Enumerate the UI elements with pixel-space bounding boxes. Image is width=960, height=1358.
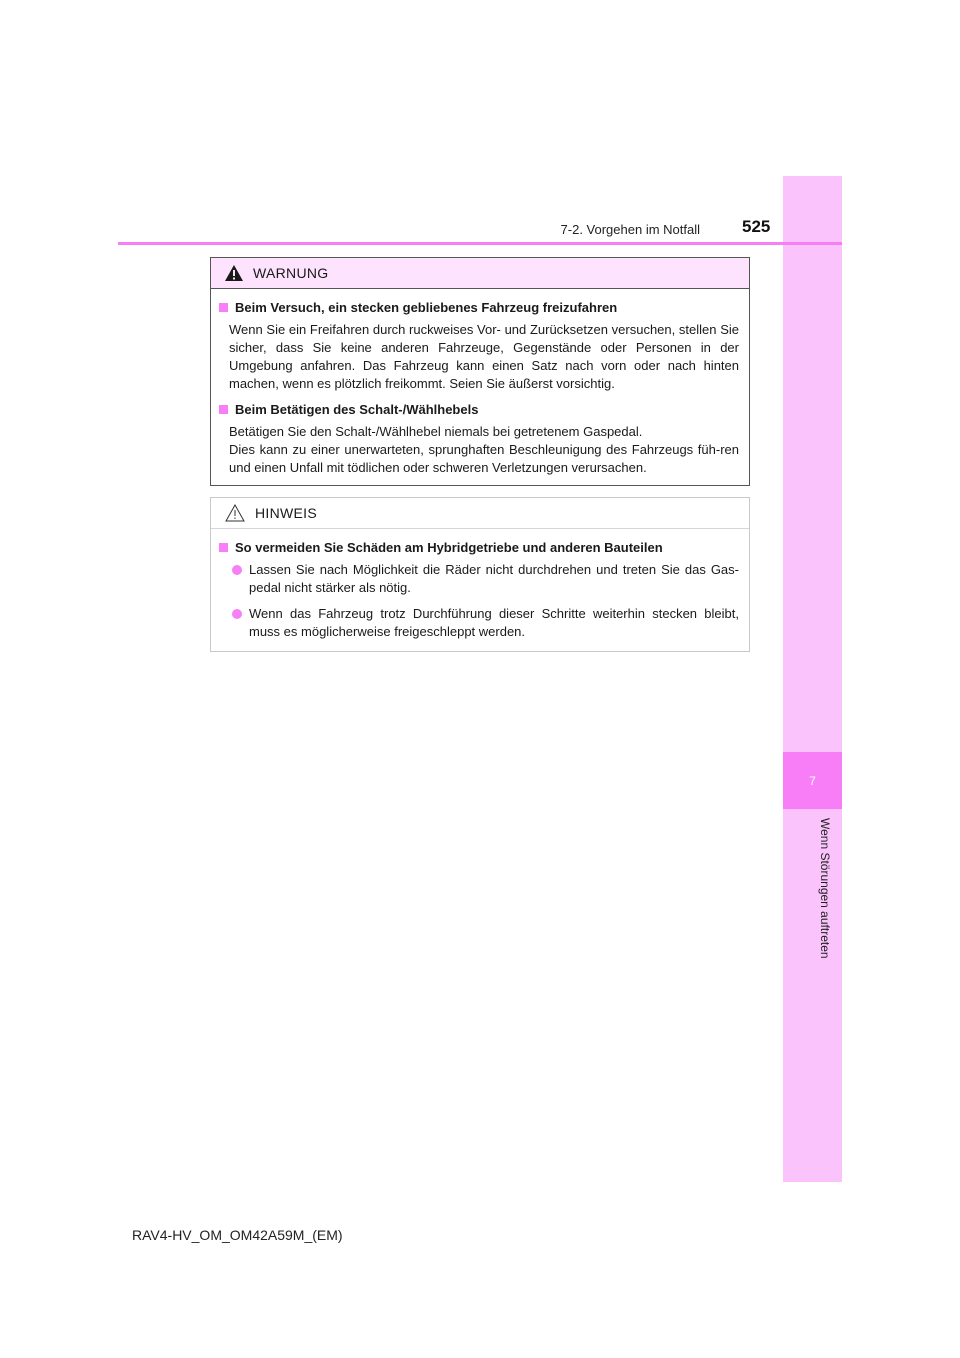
warning-box xyxy=(210,257,750,486)
chapter-number: 7 xyxy=(809,773,816,788)
caution-triangle-icon xyxy=(225,504,245,522)
square-bullet-icon xyxy=(219,303,228,312)
note-item-title: So vermeiden Sie Schäden am Hybridgetriebe und anderen Bauteilen xyxy=(219,539,739,557)
round-bullet-icon xyxy=(232,565,242,575)
note-bullet: Wenn das Fahrzeug trotz Durchführung dieser Schritte weiterhin stecken bleibt, muss es möglicherweise freigeschleppt werden. xyxy=(219,605,739,641)
round-bullet-icon xyxy=(232,609,242,619)
warning-item-text: Wenn Sie ein Freifahren durch ruckweises Vor- und Zurücksetzen versuchen, stellen Sie sicher, dass Sie keine anderen Fahrzeuge, Gegenstände oder Personen in der Umgebung anfahren. Das Fahrzeug kann einen Satz nach vorn oder nach hinten machen, wenn es plötzlich freikommt. Seien Sie äußerst vorsichtig. xyxy=(229,322,739,391)
warning-item-text: Betätigen Sie den Schalt-/Wählhebel niemals bei getretenem Gaspedal. xyxy=(229,424,643,439)
warning-triangle-icon xyxy=(225,265,243,281)
note-header xyxy=(211,498,749,529)
warning-title: WARNUNG xyxy=(253,265,329,281)
section-title: 7-2. Vorgehen im Notfall xyxy=(560,222,700,237)
warning-item-title: Beim Versuch, ein stecken gebliebenes Fahrzeug freizufahren xyxy=(219,299,739,317)
warning-item-text: Dies kann zu einer unerwarteten, sprunghaften Beschleunigung des Fahrzeugs füh-ren und einen Unfall mit tödlichen oder schweren Verletzungen verursachen. xyxy=(229,442,739,475)
square-bullet-icon xyxy=(219,405,228,414)
square-bullet-icon xyxy=(219,543,228,552)
note-bullet: Lassen Sie nach Möglichkeit die Räder nicht durchdrehen und treten Sie das Gas-pedal nicht stärker als nötig. xyxy=(219,561,739,597)
warning-header xyxy=(211,258,749,289)
header-rule xyxy=(118,242,842,245)
note-box xyxy=(210,497,750,652)
page-number: 525 xyxy=(742,217,771,236)
chapter-side-tab xyxy=(783,176,842,1182)
warning-item-title: Beim Betätigen des Schalt-/Wählhebels xyxy=(219,401,739,419)
document-code: RAV4-HV_OM_OM42A59M_(EM) xyxy=(132,1227,343,1243)
chapter-title: Wenn Störungen auftreten xyxy=(818,818,832,959)
note-title: HINWEIS xyxy=(255,505,317,521)
